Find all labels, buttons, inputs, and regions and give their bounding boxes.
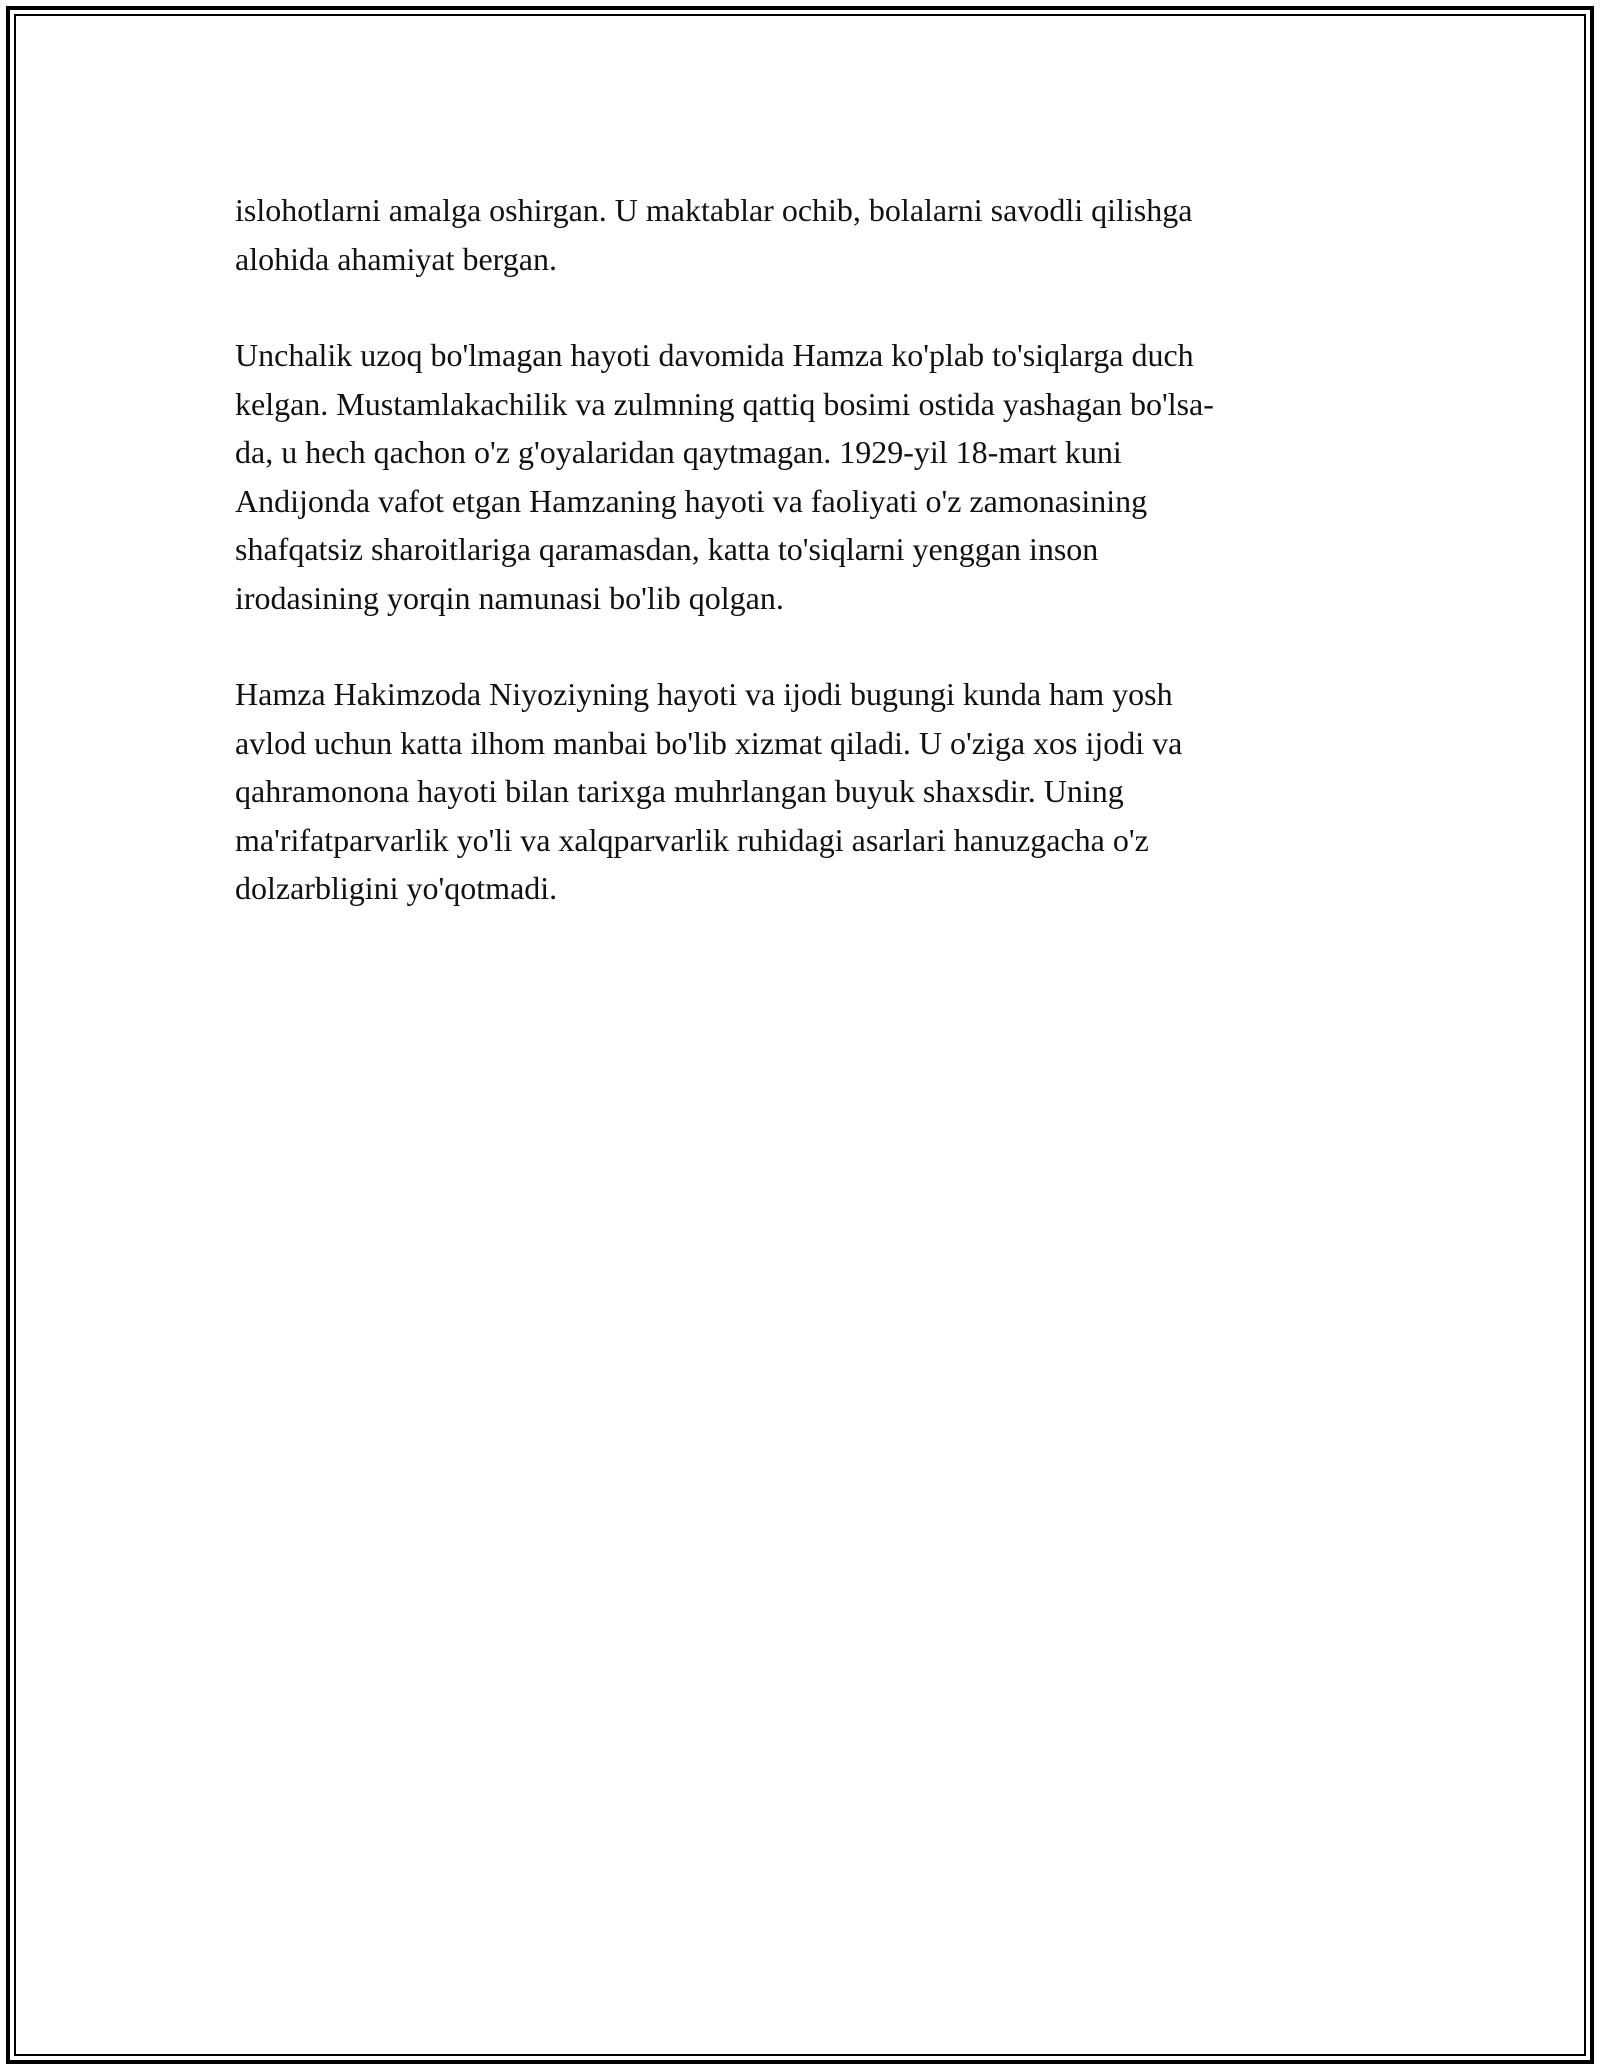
text-line: alohida ahamiyat bergan. bbox=[235, 240, 557, 277]
text-line: Andijonda vafot etgan Hamzaning hayoti va faoliyati o'z zamonasining bbox=[235, 482, 1148, 519]
text-line: Hamza Hakimzoda Niyoziyning hayoti va ijodi bugungi kunda ham yosh bbox=[235, 676, 1173, 712]
text-line: qahramonona hayoti bilan tarixga muhrlangan buyuk shaxsdir. Uning bbox=[235, 773, 1124, 809]
paragraph-2 bbox=[235, 331, 1365, 622]
paragraph-3 bbox=[235, 670, 1365, 913]
text-line: dolzarbligini yo'qotmadi. bbox=[235, 870, 558, 906]
text-line: ma'rifatparvarlik yo'li va xalqparvarlik ruhidagi asarlari hanuzgacha o'z bbox=[235, 821, 1149, 858]
text-line: kelgan. Mustamlakachilik va zulmning qattiq bosimi ostida yashagan bo'lsa- bbox=[235, 385, 1214, 422]
text-line: islohotlarni amalga oshirgan. U maktablar ochib, bolalarni savodli qilishga bbox=[235, 192, 1193, 228]
text-line: shafqatsiz sharoitlariga qaramasdan, katta to'siqlarni yenggan inson bbox=[235, 531, 1099, 567]
text-line: Unchalik uzoq bo'lmagan hayoti davomida Hamza ko'plab to'siqlarga duch bbox=[235, 337, 1194, 373]
paragraph-1 bbox=[235, 186, 1365, 283]
text-line: irodasining yorqin namunasi bo'lib qolgan. bbox=[235, 579, 784, 616]
text-line: avlod uchun katta ilhom manbai bo'lib xizmat qiladi. U o'ziga xos ijodi va bbox=[235, 724, 1183, 761]
text-line: da, u hech qachon o'z g'oyalaridan qaytmagan. 1929-yil 18-mart kuni bbox=[235, 434, 1122, 470]
document-body bbox=[235, 186, 1365, 961]
